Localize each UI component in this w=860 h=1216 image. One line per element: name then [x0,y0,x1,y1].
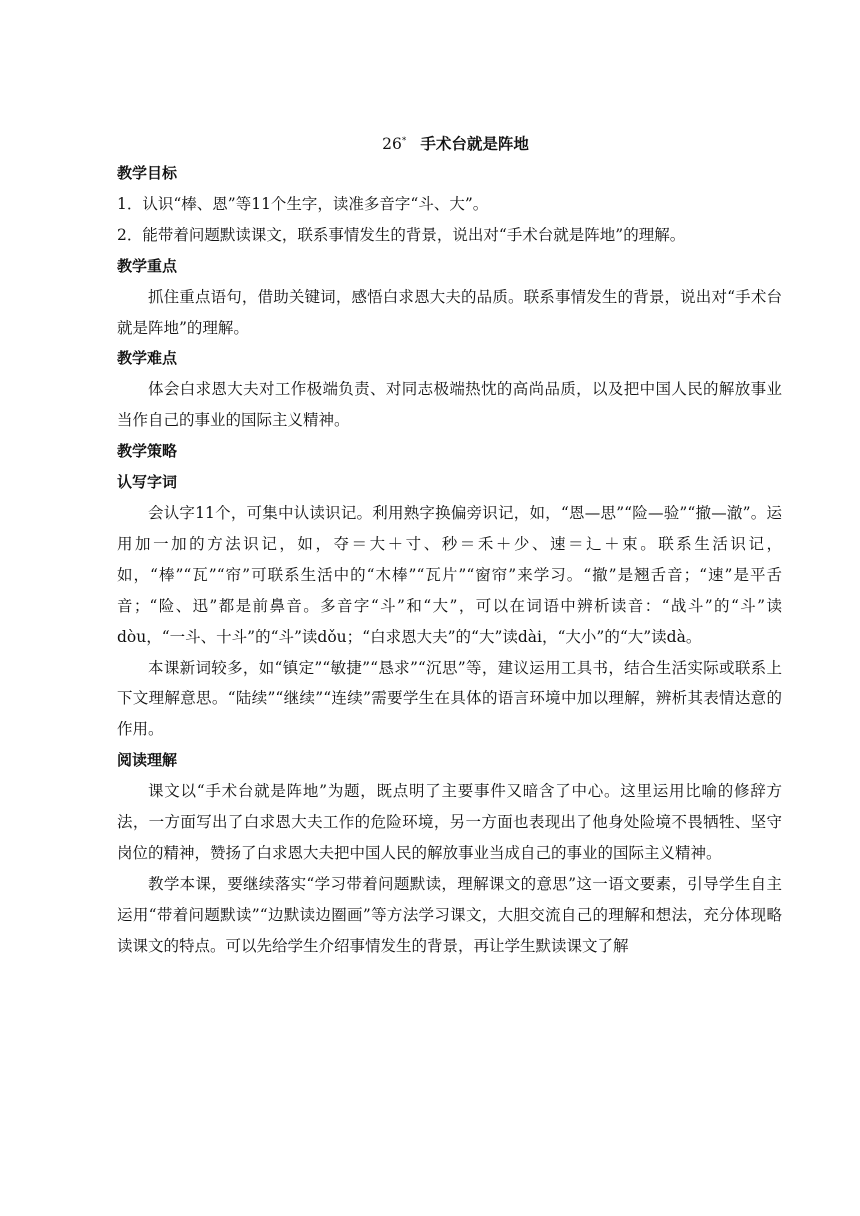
lesson-star-mark: * [401,136,407,146]
paragraph: 本课新词较多，如“镇定”“敏捷”“恳求”“沉思”等，建议运用工具书，结合生活实际或联系上下文理解意思。“陆续”“继续”“连续”需要学生在具体的语言环境中加以理解，辨析其表情达意的作用。 [117,658,782,739]
subheading-reading: 阅读理解 [117,751,178,770]
section-heading-objectives: 教学目标 [117,164,178,182]
section-heading-key-points: 教学重点 [117,256,178,275]
objective-item: 1．认识“棒、恩”等11个生字，读准多音字“斗、大”。 [117,194,489,213]
section-heading-strategies: 教学策略 [117,442,178,461]
paragraph: 课文以“手术台就是阵地”为题，既点明了主要事件又暗含了中心。这里运用比喻的修辞方法，一方面写出了白求恩大夫工作的危险环境，另一方面也表现出了他身处险境不畏牺牲、坚守岗位的精神，赞扬了白求恩大夫把中国人民的解放事业当成自己的事业的国际主义精神。 [117,782,782,862]
paragraph: 会认字11个，可集中认读识记。利用熟字换偏旁识记，如，“恩—思”“险—验”“撤—澈”。运用加一加的方法识记，如，夺＝大＋寸、秒＝禾＋少、速＝辶＋束。联系生活识记，如，“棒”“瓦”“帘”可联系生活中的“木棒”“瓦片”“窗帘”来学习。“撤”是翘舌音；“速”是平舌音；“险、迅”都是前鼻音。多音字“斗”和“大”，可以在词语中辨析读音：“战斗”的“斗”读dòu，“一斗、十斗”的“斗”读dǒu；“白求恩大夫”的“大”读dài，“大小”的“大”读dà。 [117,503,782,646]
lesson-title-text: 手术台就是阵地 [420,135,529,153]
section-heading-difficulties: 教学难点 [117,349,178,368]
paragraph: 抓住重点语句，借助关键词，感悟白求恩大夫的品质。联系事情发生的背景，说出对“手术台就是阵地”的理解。 [117,287,782,337]
lesson-title [117,124,782,158]
paragraph: 教学本课，要继续落实“学习带着问题默读，理解课文的意思”这一语文要素，引导学生自主运用“带着问题默读”“边默读边圈画”等方法学习课文，大胆交流自己的理解和想法，充分体现略读课文的特点。可以先给学生介绍事情发生的背景，再让学生默读课文了解 [117,874,782,955]
objective-item: 2．能带着问题默读课文，联系事情发生的背景，说出对“手术台就是阵地”的理解。 [117,225,686,244]
subheading-characters: 认写字词 [117,473,178,492]
document-body [117,124,782,962]
paragraph: 体会白求恩大夫对工作极端负责、对同志极端热忱的高尚品质，以及把中国人民的解放事业当作自己的事业的国际主义精神。 [117,380,782,430]
lesson-number: 26 [382,135,402,153]
